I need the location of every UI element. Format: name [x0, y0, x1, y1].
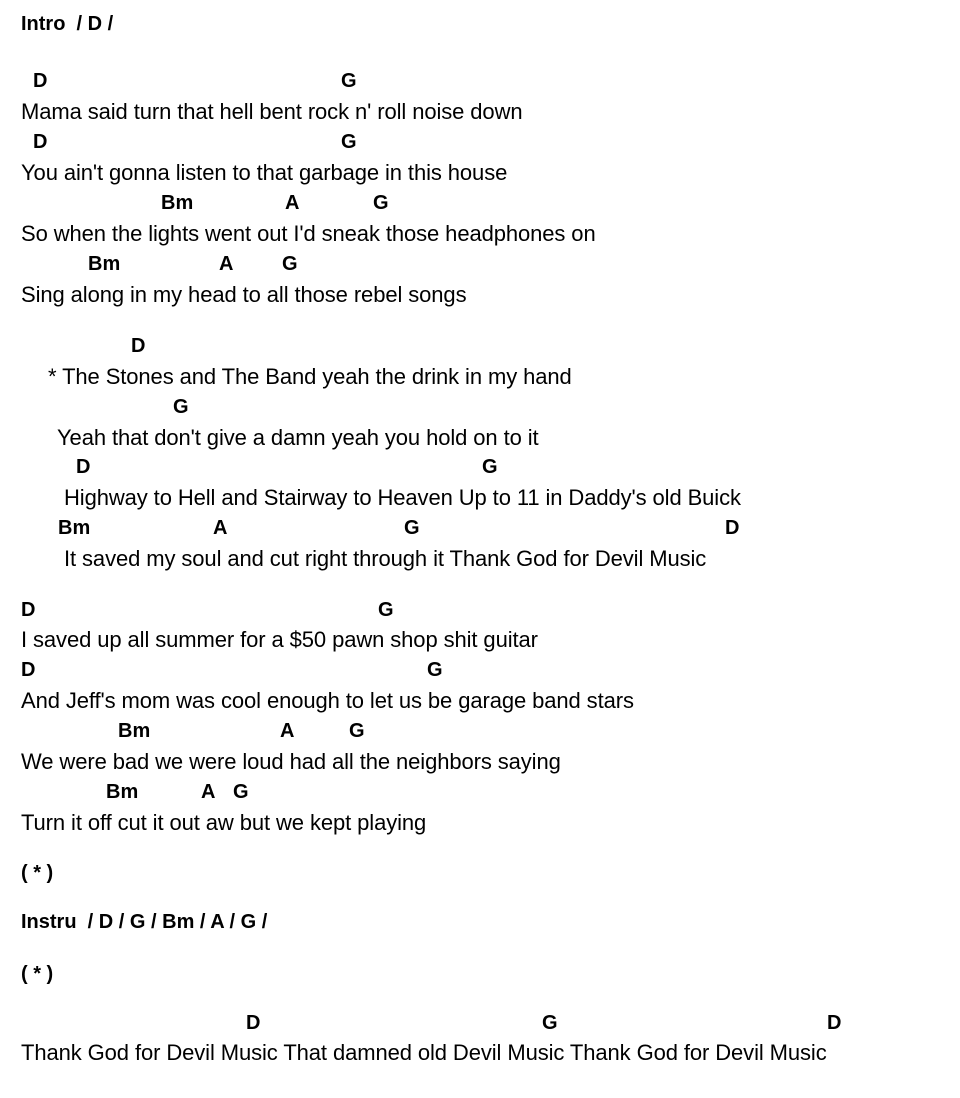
- chord: D: [827, 1012, 842, 1034]
- chord: A: [280, 720, 295, 742]
- chord: G: [349, 720, 365, 742]
- chord: G: [373, 192, 389, 214]
- chord: D: [33, 70, 48, 92]
- chord: G: [427, 659, 443, 681]
- lyric-line: Thank God for Devil Music That damned old Devil Music Thank God for Devil Music: [21, 1040, 827, 1065]
- chord: D: [21, 659, 36, 681]
- chord: D: [21, 599, 36, 621]
- chorus-reference: ( * ): [21, 862, 54, 884]
- chord: G: [482, 456, 498, 478]
- lyric-line: So when the lights went out I'd sneak those headphones on: [21, 221, 596, 246]
- chord: D: [246, 1012, 261, 1034]
- lyric-line: We were bad we were loud had all the neighbors saying: [21, 749, 561, 774]
- chord: D: [131, 335, 146, 357]
- lyric-line: * The Stones and The Band yeah the drink in my hand: [48, 364, 572, 389]
- chord: G: [341, 70, 357, 92]
- chord: A: [285, 192, 300, 214]
- chord: D: [76, 456, 91, 478]
- chord: G: [404, 517, 420, 539]
- chord: Bm: [118, 720, 151, 742]
- lyric-line: Highway to Hell and Stairway to Heaven Up to 11 in Daddy's old Buick: [64, 485, 741, 510]
- chord: G: [282, 253, 298, 275]
- chorus-reference: ( * ): [21, 963, 54, 985]
- instru-line: Instru / D / G / Bm / A / G /: [21, 911, 268, 933]
- chord: G: [542, 1012, 558, 1034]
- lyric-line: And Jeff's mom was cool enough to let us be garage band stars: [21, 688, 634, 713]
- intro-line: Intro / D /: [21, 13, 114, 35]
- chord: G: [233, 781, 249, 803]
- chord: G: [173, 396, 189, 418]
- chord: A: [219, 253, 234, 275]
- lyric-line: You ain't gonna listen to that garbage in this house: [21, 160, 508, 185]
- chord: A: [201, 781, 216, 803]
- lyric-line: Mama said turn that hell bent rock n' roll noise down: [21, 99, 523, 124]
- chord: Bm: [106, 781, 139, 803]
- lyric-line: Yeah that don't give a damn yeah you hold on to it: [57, 425, 539, 450]
- chord: G: [341, 131, 357, 153]
- chord: Bm: [58, 517, 91, 539]
- chord: G: [378, 599, 394, 621]
- lyric-line: It saved my soul and cut right through it Thank God for Devil Music: [64, 546, 707, 571]
- chord: Bm: [88, 253, 121, 275]
- chord: A: [213, 517, 228, 539]
- chord: D: [33, 131, 48, 153]
- chord: Bm: [161, 192, 194, 214]
- lyric-line: Sing along in my head to all those rebel songs: [21, 282, 467, 307]
- lyric-line: I saved up all summer for a $50 pawn shop shit guitar: [21, 627, 538, 652]
- lyric-line: Turn it off cut it out aw but we kept playing: [21, 810, 427, 835]
- chord: D: [725, 517, 740, 539]
